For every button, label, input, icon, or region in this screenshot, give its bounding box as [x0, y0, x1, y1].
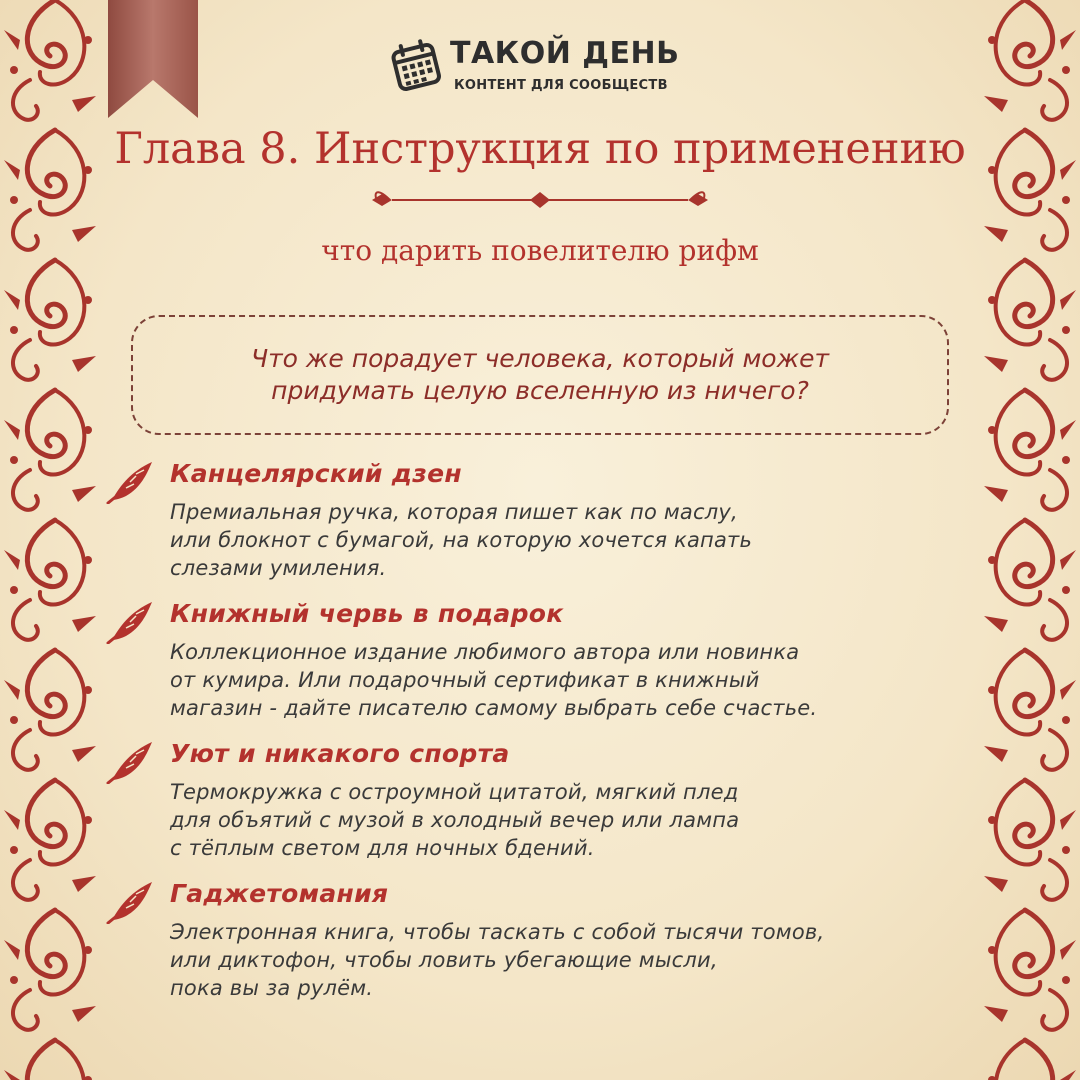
- title-divider-ornament: [368, 186, 712, 216]
- list-item: [100, 456, 980, 582]
- item-title: Уют и никакого спорта: [170, 739, 510, 768]
- brand-name: ТАКОЙ ДЕНЬ: [450, 36, 680, 71]
- subtitle: что дарить повелителю рифм: [321, 234, 759, 267]
- item-description: Коллекционное издание любимого автора или новинка от кумира. Или подарочный сертификат в книжный магазин - дайте писателю самому выбрать себе счастье.: [170, 640, 818, 720]
- brand-tagline: КОНТЕНТ ДЛЯ СООБЩЕСТВ: [454, 78, 668, 93]
- item-description: Термокружка с остроумной цитатой, мягкий плед для объятий с музой в холодный вечер или лампа с тёплым светом для ночных бдений.: [170, 780, 740, 860]
- bookmark-ribbon-icon: [108, 0, 198, 118]
- item-description: Премиальная ручка, которая пишет как по маслу, или блокнот с бумагой, на которую хочется капать слезами умиления.: [170, 500, 753, 580]
- feather-icon: [106, 878, 156, 924]
- gift-list: [100, 456, 980, 1016]
- list-item: [100, 736, 980, 862]
- list-item: [100, 876, 980, 1002]
- quote-box: [131, 315, 949, 435]
- item-title: Канцелярский дзен: [170, 459, 462, 488]
- chapter-title: Глава 8. Инструкция по применению: [114, 124, 966, 174]
- feather-icon: [106, 458, 156, 504]
- brand-logo: [388, 34, 708, 106]
- list-item: [100, 596, 980, 722]
- item-title: Гаджетомания: [170, 879, 389, 908]
- item-description: Электронная книга, чтобы таскать с собой тысячи томов, или диктофон, чтобы ловить убегающие мысли, пока вы за рулём.: [170, 920, 825, 1000]
- feather-icon: [106, 598, 156, 644]
- calendar-icon: [388, 38, 444, 94]
- feather-icon: [106, 738, 156, 784]
- quote-text: Что же порадует человека, который может придумать целую вселенную из ничего?: [250, 344, 830, 405]
- item-title: Книжный червь в подарок: [170, 599, 564, 628]
